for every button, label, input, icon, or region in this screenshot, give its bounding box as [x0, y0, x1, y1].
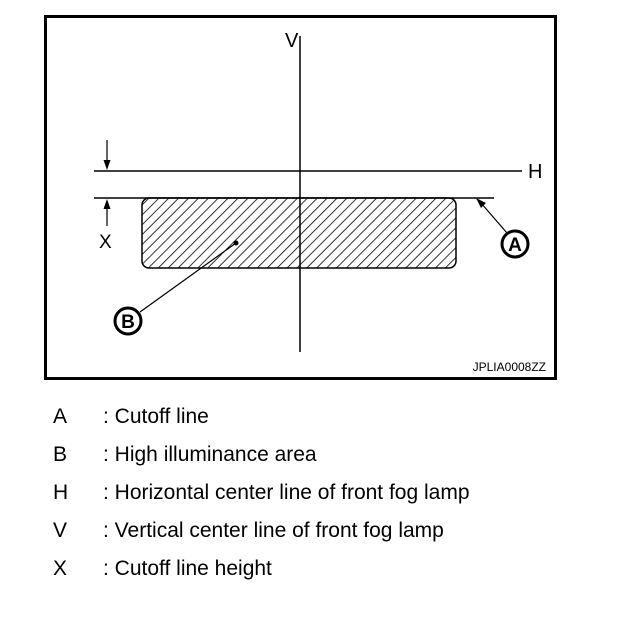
legend — [0, 398, 624, 598]
legend-key: A — [53, 405, 68, 428]
legend-item-h — [0, 474, 624, 512]
legend-description: : Vertical center line of front fog lamp — [103, 519, 444, 542]
legend-item-a — [0, 398, 624, 436]
vertical-line-label: V — [285, 30, 299, 52]
legend-description: : High illuminance area — [103, 443, 317, 466]
cutoff-height-label: X — [99, 232, 112, 253]
legend-description: : Cutoff line height — [103, 557, 272, 580]
legend-item-v — [0, 512, 624, 550]
legend-item-x — [0, 550, 624, 588]
legend-item-b — [0, 436, 624, 474]
legend-key: B — [53, 443, 68, 466]
high-illuminance-area — [142, 198, 456, 268]
legend-description: : Horizontal center line of front fog lamp — [103, 481, 470, 504]
legend-key: H — [53, 481, 69, 504]
callout-b-label: B — [121, 312, 135, 333]
horizontal-line-label: H — [528, 161, 543, 183]
cutoff-height-dimension — [104, 140, 111, 226]
callout-a-leader — [476, 198, 507, 233]
image-code: JPLIA0008ZZ — [472, 360, 546, 374]
legend-key: V — [53, 519, 68, 542]
callout-a-label: A — [508, 235, 522, 256]
legend-key: X — [53, 557, 68, 580]
legend-description: : Cutoff line — [103, 405, 209, 428]
